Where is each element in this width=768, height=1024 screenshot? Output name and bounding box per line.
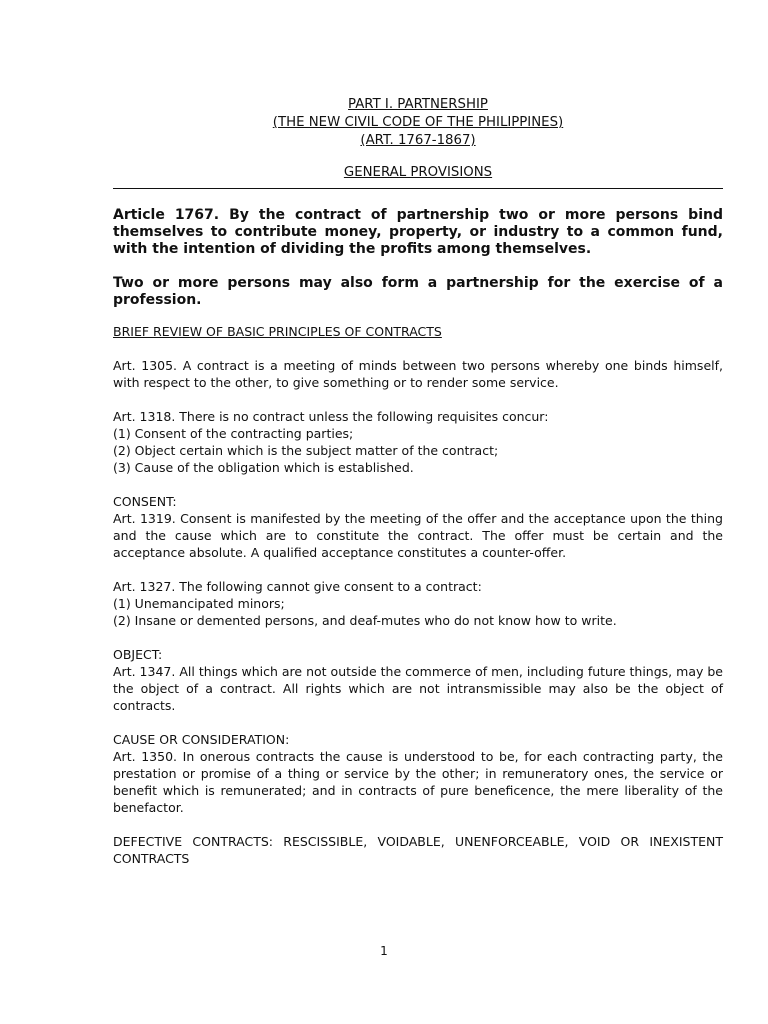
section-heading-text: GENERAL PROVISIONS <box>343 165 493 180</box>
article-1767: Article 1767. By the contract of partnership two or more persons bind themselves to contribute money, property, or industry to a common fund, with the intention of dividing the profits among themselves. <box>113 207 723 257</box>
document-header <box>113 96 723 150</box>
list-item: (1) Unemancipated minors; <box>113 596 285 611</box>
art-1318 <box>113 408 723 476</box>
document-page <box>113 96 723 867</box>
art-1350-text: Art. 1350. In onerous contracts the cause is understood to be, for each contracting party, the prestation or promise of a thing or service by the other; in remuneratory ones, the service or benefit which is remunerated; and in contracts of pure beneficence, the mere liberality of the benefactor. <box>113 749 723 815</box>
consent-heading: CONSENT: <box>113 494 177 509</box>
list-item: (3) Cause of the obligation which is established. <box>113 460 414 475</box>
art-1347-text: Art. 1347. All things which are not outside the commerce of men, including future things, may be the object of a contract. All rights which are not intransmissible may also be the object of contracts. <box>113 664 723 713</box>
article-1767-profession: Two or more persons may also form a partnership for the exercise of a profession. <box>113 275 723 308</box>
list-item: (2) Object certain which is the subject matter of the contract; <box>113 443 499 458</box>
code-title: (THE NEW CIVIL CODE OF THE PHILIPPINES) <box>272 115 564 130</box>
part-title: PART I. PARTNERSHIP <box>348 97 488 112</box>
section-heading <box>113 164 723 182</box>
art-1327-intro: Art. 1327. The following cannot give consent to a contract: <box>113 579 482 594</box>
art-1327 <box>113 578 723 629</box>
defective-heading: DEFECTIVE CONTRACTS: RESCISSIBLE, VOIDABLE, UNENFORCEABLE, VOID OR INEXISTENT CONTRACTS <box>113 834 723 866</box>
consent-section <box>113 493 723 561</box>
object-section <box>113 646 723 714</box>
art-1305-text: Art. 1305. A contract is a meeting of minds between two persons whereby one binds himself, with respect to the other, to give something or to render some service. <box>113 358 723 390</box>
art-1319-text: Art. 1319. Consent is manifested by the meeting of the offer and the acceptance upon the thing and the cause which are to constitute the contract. The offer must be certain and the acceptance absolute. A qualified acceptance constitutes a counter-offer. <box>113 511 723 560</box>
art-1305 <box>113 357 723 391</box>
art-1318-intro: Art. 1318. There is no contract unless the following requisites concur: <box>113 409 549 424</box>
cause-section <box>113 731 723 816</box>
header-divider <box>113 188 723 189</box>
list-item: (1) Consent of the contracting parties; <box>113 426 354 441</box>
cause-heading: CAUSE OR CONSIDERATION: <box>113 732 290 747</box>
review-heading: BRIEF REVIEW OF BASIC PRINCIPLES OF CONTRACTS <box>113 324 442 339</box>
defective-contracts-section <box>113 833 723 867</box>
article-range: (ART. 1767-1867) <box>360 133 476 148</box>
page-number: 1 <box>380 944 388 958</box>
object-heading: OBJECT: <box>113 647 163 662</box>
list-item: (2) Insane or demented persons, and deaf-mutes who do not know how to write. <box>113 613 617 628</box>
